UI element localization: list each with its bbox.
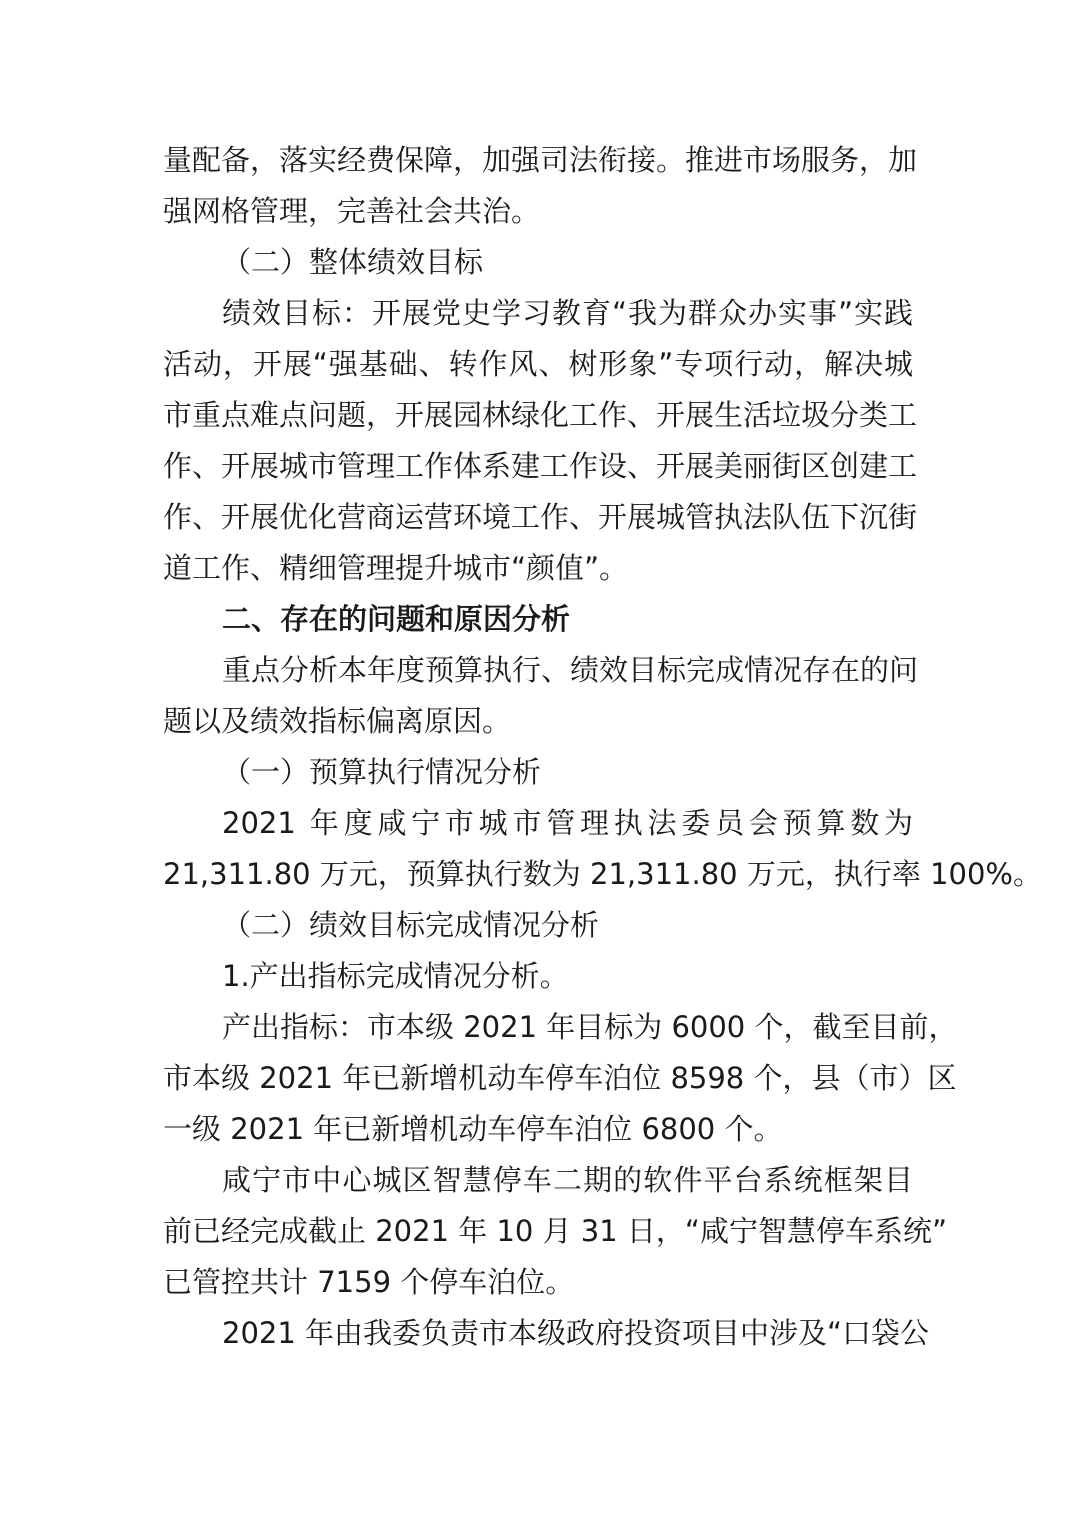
body-text-line: 道工作、精细管理提升城市“颜值”。 bbox=[163, 551, 629, 585]
body-text-line: 一级 2021 年已新增机动车停车泊位 6800 个。 bbox=[163, 1112, 783, 1146]
section-heading: （一）预算执行情况分析 bbox=[222, 755, 542, 789]
body-text-line: 强网格管理，完善社会共治。 bbox=[163, 194, 541, 228]
chapter-heading: 二、存在的问题和原因分析 bbox=[222, 602, 571, 636]
body-text-line: 作、开展优化营商运营环境工作、开展城管执法队伍下沉街 bbox=[163, 500, 918, 534]
sub-heading: 1.产出指标完成情况分析。 bbox=[222, 959, 569, 993]
section-heading: （二）绩效目标完成情况分析 bbox=[222, 908, 600, 942]
body-text-line: 2021 年由我委负责市本级政府投资项目中涉及“口袋公 bbox=[222, 1316, 930, 1350]
body-text-line: 前已经完成截止 2021 年 10 月 31 日，“咸宁智慧停车系统” bbox=[163, 1214, 947, 1248]
body-text-line: 市重点难点问题，开展园林绿化工作、开展生活垃圾分类工 bbox=[163, 398, 918, 432]
body-text-line: 题以及绩效指标偏离原因。 bbox=[163, 704, 512, 738]
body-text-line: 作、开展城市管理工作体系建工作设、开展美丽街区创建工 bbox=[163, 449, 918, 483]
body-text-line: 活动，开展“强基础、转作风、树形象”专项行动，解决城 bbox=[163, 347, 913, 381]
section-heading: （二）整体绩效目标 bbox=[222, 245, 484, 279]
body-text-line: 产出指标：市本级 2021 年目标为 6000 个，截至目前， bbox=[222, 1010, 958, 1044]
body-text-line: 绩效目标：开展党史学习教育“我为群众办实事”实践 bbox=[222, 296, 913, 330]
body-text-line: 量配备，落实经费保障，加强司法衔接。推进市场服务，加 bbox=[163, 143, 918, 177]
body-text-line: 2021 年度咸宁市城市管理执法委员会预算数为 bbox=[222, 806, 913, 840]
body-text-line: 市本级 2021 年已新增机动车停车泊位 8598 个，县（市）区 bbox=[163, 1061, 957, 1095]
body-text-line: 已管控共计 7159 个停车泊位。 bbox=[163, 1265, 575, 1299]
body-text-line: 21,311.80 万元，预算执行数为 21,311.80 万元，执行率 100%。 bbox=[163, 857, 1042, 891]
body-text-line: 咸宁市中心城区智慧停车二期的软件平台系统框架目 bbox=[222, 1163, 913, 1197]
body-text-line: 重点分析本年度预算执行、绩效目标完成情况存在的问 bbox=[222, 653, 919, 687]
